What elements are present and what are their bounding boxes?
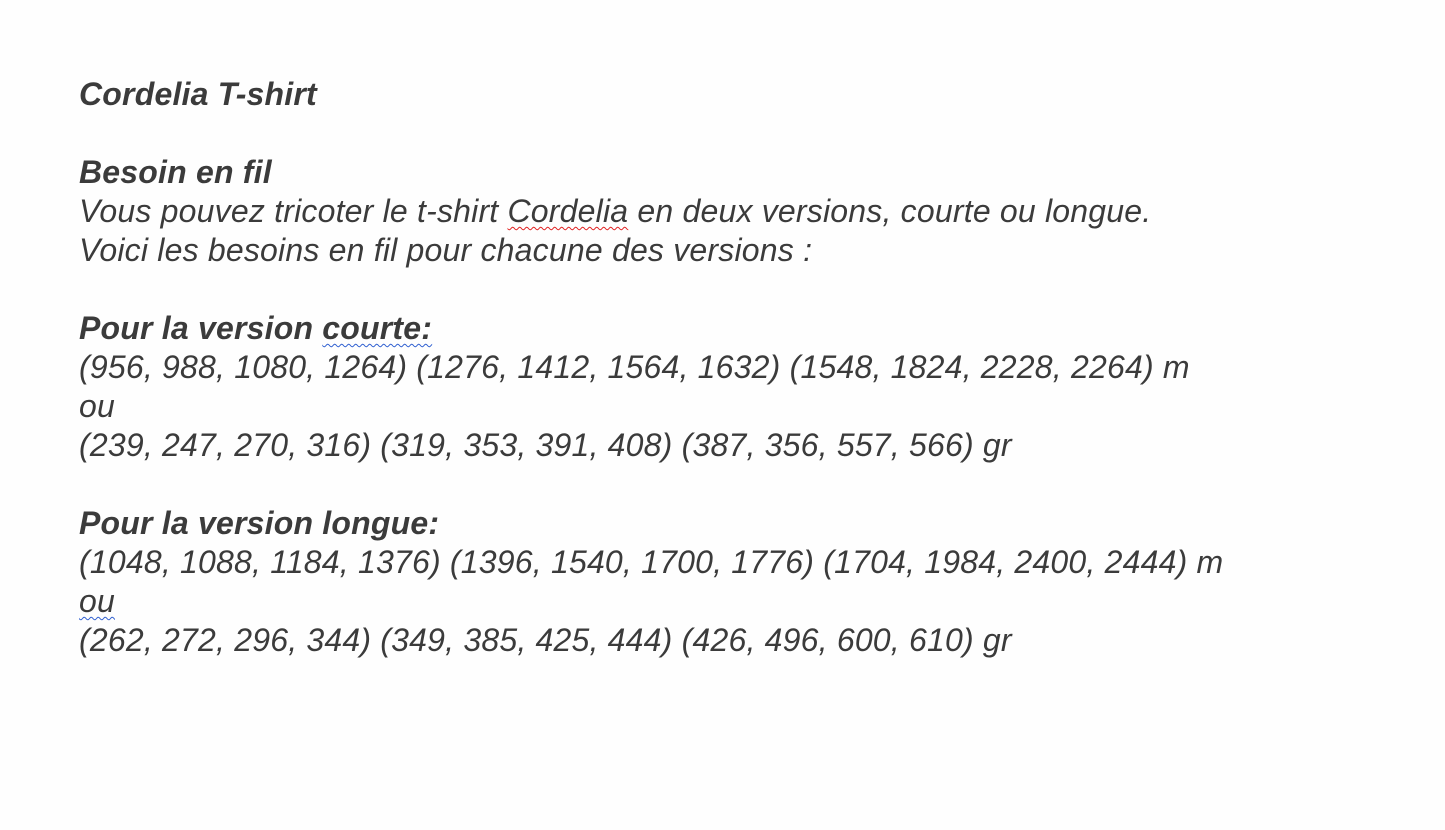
long-version-heading: Pour la version longue: <box>79 505 440 541</box>
document-title: Cordelia T-shirt <box>79 76 317 112</box>
intro-line-1-end: en deux versions, courte ou longue. <box>628 193 1152 229</box>
grammar-flagged-word[interactable]: courte: <box>322 310 433 346</box>
intro-line-1 <box>79 192 1151 231</box>
long-version-grams: (262, 272, 296, 344) (349, 385, 425, 444) (426, 496, 600, 610) gr <box>79 622 1012 658</box>
short-version-heading <box>79 309 432 348</box>
grammar-flagged-word-ou[interactable]: ou <box>79 583 115 619</box>
short-version-heading-prefix: Pour la version <box>79 310 323 346</box>
long-version-or <box>79 582 115 621</box>
short-version-or: ou <box>79 388 115 424</box>
short-version-meters: (956, 988, 1080, 1264) (1276, 1412, 1564, 1632) (1548, 1824, 2228, 2264) m <box>79 349 1190 385</box>
section-heading-yarn: Besoin en fil <box>79 154 272 190</box>
spelling-flagged-word[interactable]: Cordelia <box>507 193 629 229</box>
intro-line-2: Voici les besoins en fil pour chacune des versions : <box>79 232 813 268</box>
intro-line-1-start: Vous pouvez tricoter le t-shirt <box>79 193 508 229</box>
long-version-meters: (1048, 1088, 1184, 1376) (1396, 1540, 1700, 1776) (1704, 1984, 2400, 2444) m <box>79 544 1224 580</box>
short-version-grams: (239, 247, 270, 316) (319, 353, 391, 408) (387, 356, 557, 566) gr <box>79 427 1012 463</box>
